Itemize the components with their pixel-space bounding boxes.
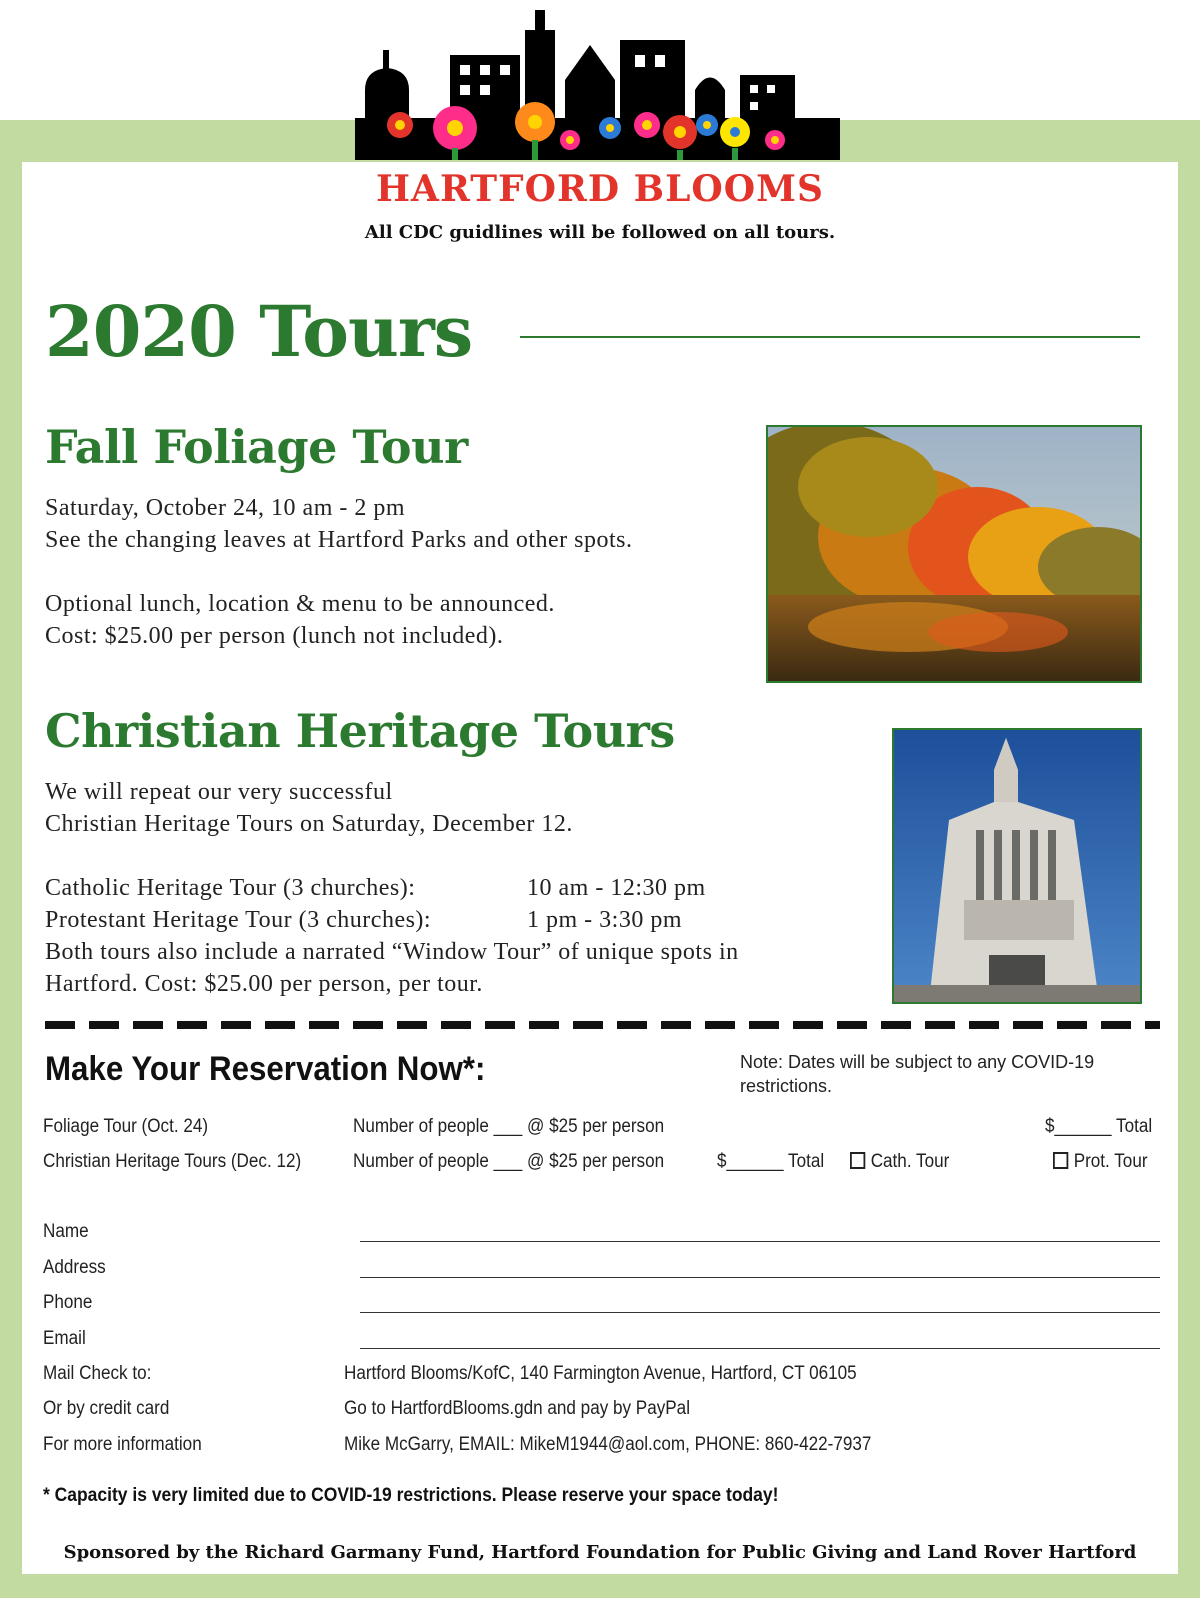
foliage-description: See the changing leaves at Hartford Parks and other spots.: [45, 527, 633, 553]
catholic-tour-time: 10 am - 12:30 pm: [527, 875, 706, 901]
heritage-intro-1: We will repeat our very successful: [45, 779, 393, 805]
cath-tour-label: Cath. Tour: [870, 1151, 950, 1172]
capacity-note: * Capacity is very limited due to COVID-19 restrictions. Please reserve your space today!: [43, 1485, 779, 1506]
title-rule: [520, 336, 1140, 338]
prot-tour-label: Prot. Tour: [1073, 1151, 1148, 1172]
heritage-total-field[interactable]: $______ Total: [717, 1151, 825, 1172]
phone-field[interactable]: [360, 1312, 1160, 1313]
heritage-both-1: Both tours also include a narrated “Window Tour” of unique spots in: [45, 939, 739, 965]
foliage-cost: Cost: $25.00 per person (lunch not included).: [45, 623, 504, 649]
page-title: 2020 Tours: [45, 290, 473, 373]
foliage-people-field[interactable]: Number of people ___ @ $25 per person: [353, 1116, 665, 1137]
name-label: Name: [43, 1221, 89, 1242]
heritage-title: Christian Heritage Tours: [45, 704, 675, 758]
email-field[interactable]: [360, 1348, 1160, 1349]
mail-check-address: Hartford Blooms/KofC, 140 Farmington Avenue, Hartford, CT 06105: [344, 1363, 857, 1384]
protestant-tour-label: Protestant Heritage Tour (3 churches):: [45, 907, 432, 933]
foliage-title: Fall Foliage Tour: [45, 420, 468, 474]
phone-label: Phone: [43, 1292, 93, 1313]
foliage-date: Saturday, October 24, 10 am - 2 pm: [45, 495, 406, 521]
prot-tour-checkbox[interactable]: [1053, 1152, 1068, 1169]
catholic-tour-label: Catholic Heritage Tour (3 churches):: [45, 875, 416, 901]
name-field[interactable]: [360, 1241, 1160, 1242]
credit-card-instructions: Go to HartfordBlooms.gdn and pay by PayPal: [344, 1398, 690, 1419]
credit-card-label: Or by credit card: [43, 1398, 170, 1419]
foliage-lunch: Optional lunch, location & menu to be announced.: [45, 591, 555, 617]
more-info-contact: Mike McGarry, EMAIL: MikeM1944@aol.com, PHONE: 860-422-7937: [344, 1434, 872, 1455]
cathedral-photo: [892, 728, 1142, 1004]
heritage-both-2: Hartford. Cost: $25.00 per person, per tour.: [45, 971, 483, 997]
more-info-label: For more information: [43, 1434, 202, 1455]
foliage-tour-label: Foliage Tour (Oct. 24): [43, 1116, 209, 1137]
address-field[interactable]: [360, 1277, 1160, 1278]
form-title: Make Your Reservation Now*:: [45, 1050, 486, 1088]
protestant-tour-time: 1 pm - 3:30 pm: [527, 907, 682, 933]
address-label: Address: [43, 1257, 106, 1278]
sponsor-line: Sponsored by the Richard Garmany Fund, Hartford Foundation for Public Giving and Land Rover Hartford: [63, 1542, 1137, 1563]
foliage-total-field[interactable]: $______ Total: [1045, 1116, 1153, 1137]
heritage-intro-2: Christian Heritage Tours on Saturday, December 12.: [45, 811, 573, 837]
cut-line: [45, 1021, 1160, 1029]
covid-note: Note: Dates will be subject to any COVID-19 restrictions.: [740, 1052, 1095, 1096]
mail-check-label: Mail Check to:: [43, 1363, 152, 1384]
cath-tour-checkbox[interactable]: [850, 1152, 865, 1169]
heritage-tour-label: Christian Heritage Tours (Dec. 12): [43, 1151, 302, 1172]
fall-foliage-photo: [766, 425, 1142, 683]
prot-tour-option[interactable]: [1053, 1151, 1148, 1173]
heritage-people-field[interactable]: Number of people ___ @ $25 per person: [353, 1151, 665, 1172]
cath-tour-option[interactable]: [850, 1151, 949, 1173]
cdc-note: All CDC guidlines will be followed on all tours.: [364, 222, 836, 243]
hartford-blooms-logo: [355, 10, 840, 160]
brand-name: HARTFORD BLOOMS: [376, 168, 824, 210]
email-label: Email: [43, 1328, 86, 1349]
